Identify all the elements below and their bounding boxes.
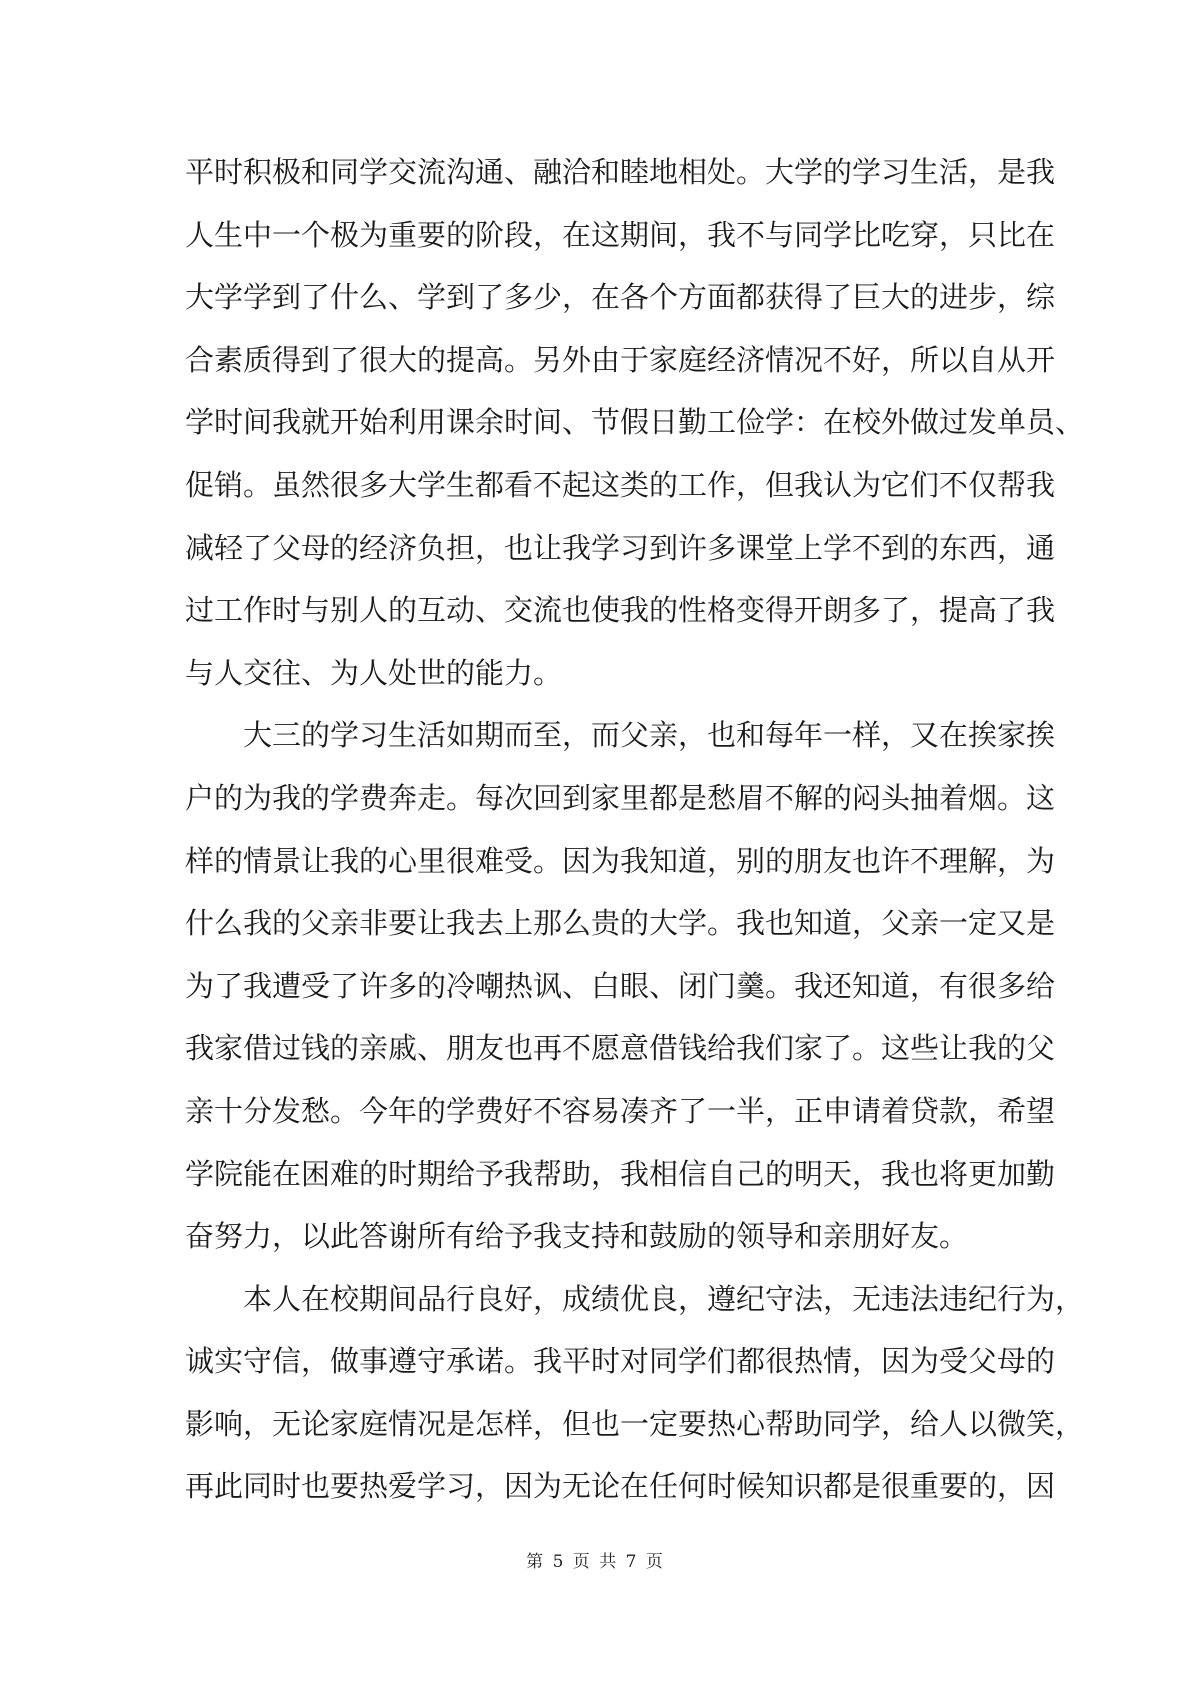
text-line: 诚实守信，做事遵守承诺。我平时对同学们都很热情，因为受父母的	[185, 1344, 1056, 1379]
text-line: 大三的学习生活如期而至，而父亲，也和每年一样，又在挨家挨	[243, 718, 1056, 753]
text-line: 减轻了父母的经济负担，也让我学习到许多课堂上学不到的东西，通	[185, 530, 1056, 565]
text-line: 过工作时与别人的互动、交流也使我的性格变得开朗多了，提高了我	[185, 593, 1056, 628]
text-line: 平时积极和同学交流沟通、融洽和睦地相处。大学的学习生活，是我	[185, 155, 1056, 189]
text-line: 学院能在困难的时期给予我帮助，我相信自己的明天，我也将更加勤	[185, 1156, 1056, 1191]
text-line: 户的为我的学费奔走。每次回到家里都是愁眉不解的闷头抽着烟。这	[185, 780, 1056, 815]
paragraph	[185, 704, 1056, 1267]
paragraph	[185, 1268, 1085, 1518]
text-line: 什么我的父亲非要让我去上那么贵的大学。我也知道，父亲一定又是	[185, 906, 1056, 941]
text-line: 再此同时也要热爱学习，因为无论在任何时候知识都是很重要的，因	[185, 1469, 1056, 1504]
text-line: 大学学到了什么、学到了多少，在各个方面都获得了巨大的进步，综	[185, 280, 1056, 315]
text-line: 亲十分发愁。今年的学费好不容易凑齐了一半，正申请着贷款，希望	[185, 1093, 1056, 1128]
page-footer: 第 5 页 共 7 页	[526, 1552, 665, 1572]
text-line: 奋努力，以此答谢所有给予我支持和鼓励的领导和亲朋好友。	[185, 1219, 969, 1254]
text-line: 合素质得到了很大的提高。另外由于家庭经济情况不好，所以自从开	[185, 342, 1056, 377]
text-line: 本人在校期间品行良好，成绩优良，遵纪守法，无违法违纪行为，	[243, 1281, 1085, 1316]
text-line: 为了我遭受了许多的冷嘲热讽、白眼、闭门羹。我还知道，有很多给	[185, 968, 1056, 1003]
text-line: 促销。虽然很多大学生都看不起这类的工作，但我认为它们不仅帮我	[185, 467, 1056, 502]
text-line: 与人交往、为人处世的能力。	[185, 655, 563, 690]
text-line: 影响，无论家庭情况是怎样，但也一定要热心帮助同学，给人以微笑，	[185, 1406, 1085, 1441]
text-line: 样的情景让我的心里很难受。因为我知道，别的朋友也许不理解，为	[185, 843, 1056, 878]
text-line: 学时间我就开始利用课余时间、节假日勤工俭学：在校外做过发单员、	[185, 405, 1085, 440]
text-line: 人生中一个极为重要的阶段，在这期间，我不与同学比吃穿，只比在	[185, 217, 1056, 252]
document-body	[185, 141, 1085, 1518]
text-line: 我家借过钱的亲戚、朋友也再不愿意借钱给我们家了。这些让我的父	[185, 1031, 1056, 1066]
paragraph	[185, 141, 1085, 704]
